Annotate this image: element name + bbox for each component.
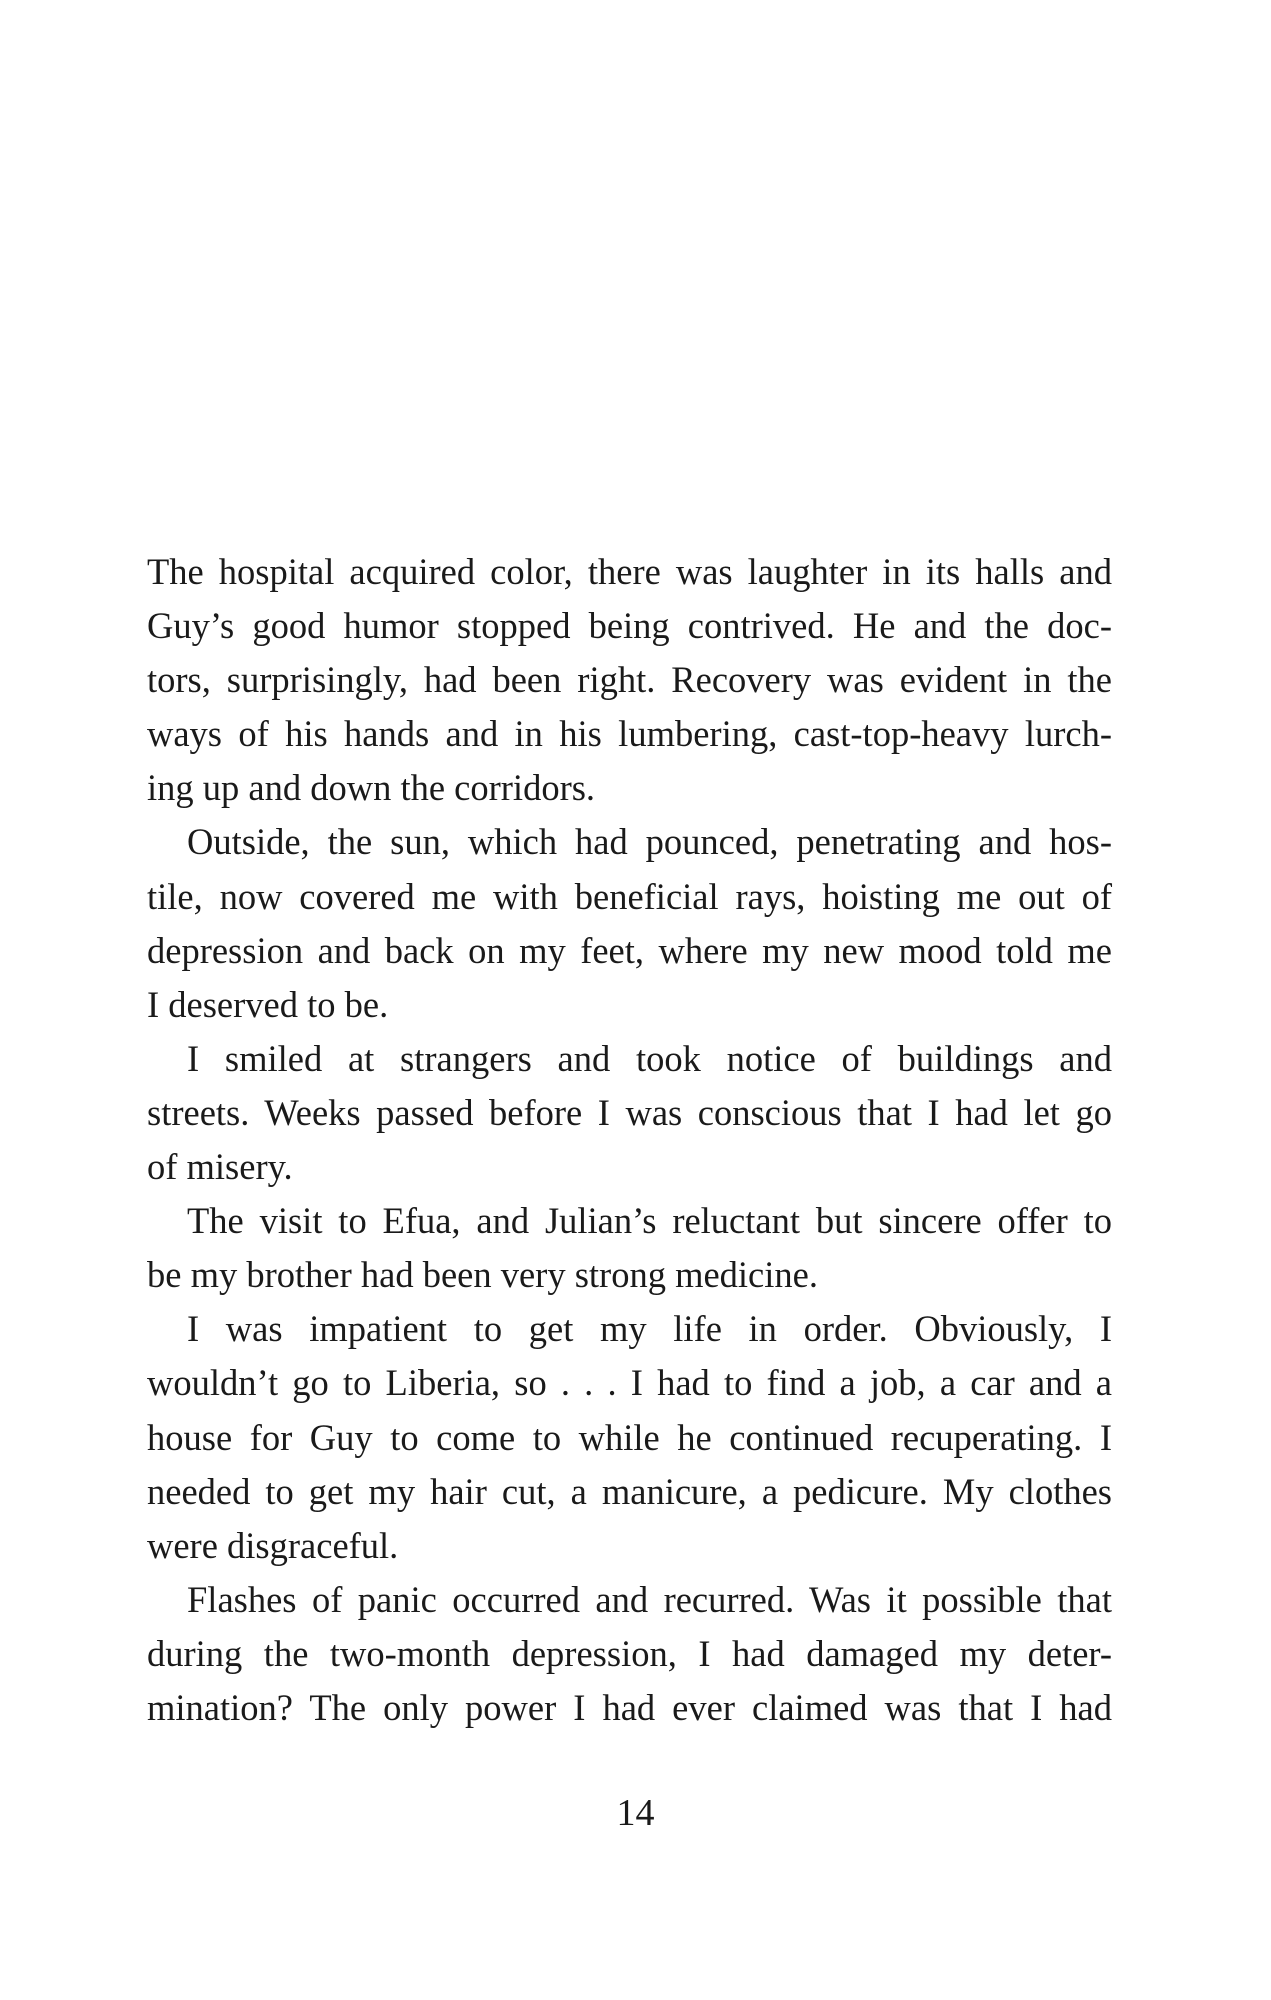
- text-line: I smiled at strangers and took notice of buildings and: [187, 1037, 1112, 1079]
- text-line: house for Guy to come to while he continued recuperating. I: [147, 1416, 1112, 1458]
- text-line: streets. Weeks passed before I was conscious that I had let go: [147, 1091, 1112, 1133]
- text-line: wouldn’t go to Liberia, so . . . I had to find a job, a car and a: [147, 1362, 1112, 1404]
- text-line: depression and back on my feet, where my new mood told me: [147, 929, 1112, 971]
- text-line: mination? The only power I had ever claimed was that I had: [147, 1686, 1112, 1728]
- text-line: needed to get my hair cut, a manicure, a pedicure. My clothes: [147, 1470, 1112, 1512]
- text-line: ing up and down the corridors.: [147, 767, 596, 809]
- text-line: tile, now covered me with beneficial rays, hoisting me out of: [147, 875, 1112, 917]
- text-line: The hospital acquired color, there was laughter in its halls and: [147, 551, 1112, 592]
- text-line: ways of his hands and in his lumbering, cast-top-heavy lurch-: [147, 713, 1112, 755]
- text-line: Outside, the sun, which had pounced, penetrating and hos-: [187, 821, 1112, 863]
- text-line: Flashes of panic occurred and recurred. Was it possible that: [187, 1578, 1112, 1620]
- text-line: during the two-month depression, I had damaged my deter-: [147, 1632, 1112, 1674]
- text-line: were disgraceful.: [147, 1524, 399, 1566]
- text-line: I was impatient to get my life in order. Obviously, I: [187, 1308, 1112, 1350]
- text-line: Guy’s good humor stopped being contrived. He and the doc-: [147, 605, 1112, 647]
- text-line: I deserved to be.: [147, 983, 389, 1025]
- body-text: [147, 545, 1112, 1735]
- text-line: The visit to Efua, and Julian’s reluctant but sincere offer to: [187, 1200, 1112, 1242]
- text-line: of misery.: [147, 1146, 293, 1188]
- text-line: be my brother had been very strong medicine.: [147, 1254, 818, 1296]
- page-number: 14: [616, 1792, 655, 1834]
- text-line: tors, surprisingly, had been right. Recovery was evident in the: [147, 659, 1112, 701]
